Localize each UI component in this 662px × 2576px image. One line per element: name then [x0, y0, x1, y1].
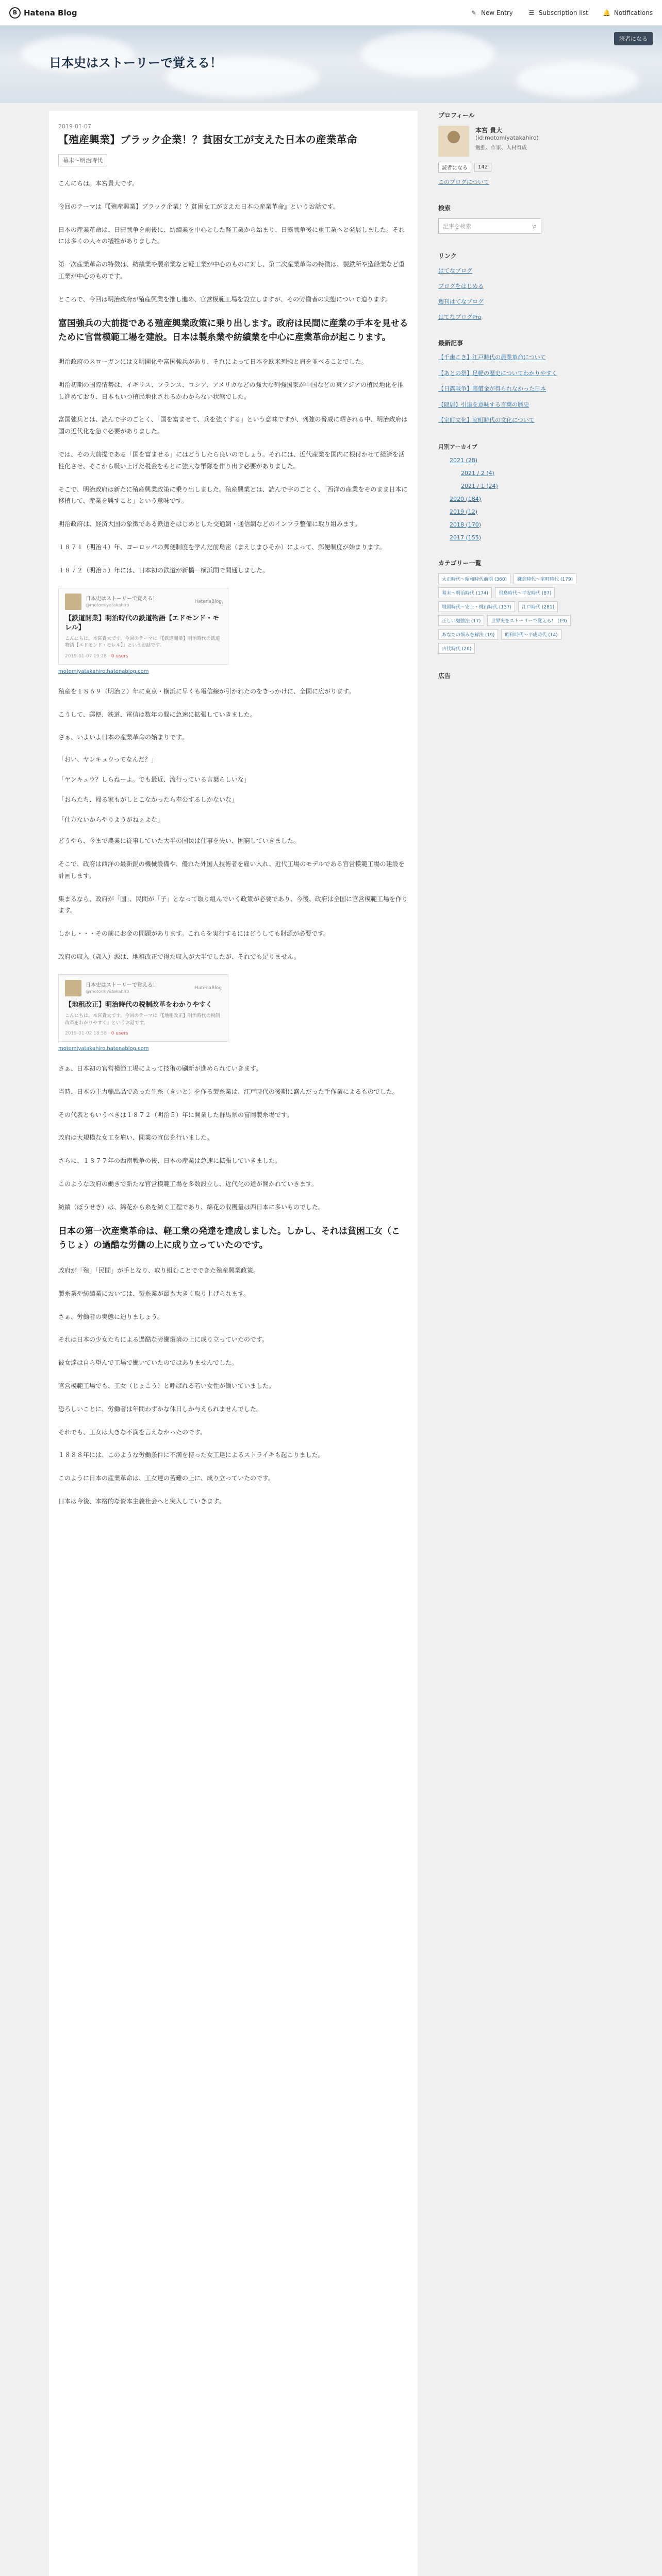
paragraph: そこで、政府は西洋の最新鋭の機械設備や、優れた外国人技術者を雇い入れ、近代工場のモデルである官営模範工場の建設を計画します。: [58, 860, 405, 879]
paragraph: 政府が「殖」「民間」が手となり、取り組むことでできた殖産興業政策。: [58, 1267, 260, 1274]
profile-name[interactable]: 本宮 貴大: [475, 127, 503, 134]
about-link[interactable]: このブログについて: [438, 179, 489, 185]
archive-year-2018[interactable]: 2018 (170): [450, 521, 482, 528]
search-heading: 検索: [438, 205, 451, 212]
search-icon[interactable]: ⌕: [533, 222, 537, 230]
subscribe-button[interactable]: 読者になる: [438, 162, 471, 173]
dialogue-line: 「おい、ヤンキュウってなんだ？」: [58, 756, 157, 764]
search-input[interactable]: [438, 218, 541, 234]
archive-year-2021[interactable]: 2021 (28): [450, 456, 478, 464]
blog-thumbnail: [65, 980, 81, 996]
archive-year-2020[interactable]: 2020 (184): [450, 495, 482, 502]
paragraph: 政府は大規模な女工を雇い、開業の宣伝を行いました。: [58, 1134, 213, 1142]
archive-month[interactable]: 2021 / 1 (24): [461, 482, 498, 489]
paragraph: 恐ろしいことに、労働者は年間わずかな休日しか与えられませんでした。: [58, 1405, 263, 1413]
paragraph: １８８８年には、このような労働条件に不満を持った女工達によるストライキも起こりました。: [58, 1451, 324, 1459]
embed-blog-name: 日本史はストーリーで覚える！: [86, 982, 158, 988]
paragraph: 殖産を１８６９（明治２）年に東京・横浜に早くも電信線が引かれたのをきっかけに、全国に広がります。: [58, 687, 355, 695]
category-tag[interactable]: 古代時代 (20): [438, 643, 475, 654]
category-heading: カテゴリー一覧: [438, 559, 482, 567]
bell-icon: 🔔: [603, 9, 611, 16]
paragraph: 第一次産業革命の特徴は、紡績業や製糸業など軽工業が中心のものに対し、第二次産業革命の特徴は、製鉄所や造船業など重工業が中心のものです。: [58, 261, 405, 280]
archive-year-2017[interactable]: 2017 (155): [450, 534, 482, 541]
paragraph: このように日本の産業革命は、工女達の苦難の上に、成り立っていたのです。: [58, 1475, 275, 1482]
embed-title[interactable]: 【地租改正】明治時代の税制改革をわかりやすく: [65, 1001, 213, 1009]
article: [49, 111, 418, 2576]
archive-section: [438, 443, 614, 541]
lead-summary: 富国強兵の大前提である殖産興業政策に乗り出します。政府は民間に産業の手本を見せるために官営模範工場を建設。日本は製糸業や紡績業を中心に産業革命が起こります。: [58, 318, 408, 343]
embed-user: @motomiyatakahiro: [86, 602, 129, 607]
paragraph: こうして、郵便、鉄道、電信は数年の間に急速に拡張していきました。: [58, 710, 256, 718]
pencil-icon: ✎: [471, 9, 476, 16]
recent-post-link[interactable]: 【日露戦争】賠償金が得られなかった日本: [438, 385, 546, 392]
archive-month[interactable]: 2021 / 2 (4): [461, 469, 494, 477]
category-section: [438, 558, 614, 654]
paragraph: 富国強兵とは、読んで字のごとく、「国を富ませて、兵を強くする」という意味ですが、列強の脅威に晒される中、明治政府は国の近代化を急ぐ必要がありました。: [58, 416, 408, 435]
recent-heading: 最新記事: [438, 340, 464, 347]
recent-post-link[interactable]: 【室町文化】室町時代の文化について: [438, 417, 535, 423]
embed-users[interactable]: 0 users: [111, 1031, 128, 1037]
embed-blog-name: 日本史はストーリーで覚える！: [86, 596, 158, 602]
hatena-blog-logo[interactable]: [9, 7, 77, 19]
sidebar-link[interactable]: ブログをはじめる: [438, 283, 484, 290]
category-tag[interactable]: 鎌倉時代〜室町時代 (179): [514, 573, 576, 584]
category-tag[interactable]: 飛鳥時代〜平安時代 (87): [495, 587, 555, 598]
embed-title[interactable]: 【鉄道開業】明治時代の鉄道物語【エドモンド・モレル】: [65, 614, 220, 632]
subscribe-header-button[interactable]: 読者になる: [614, 32, 653, 45]
paragraph: さぁ、いよいよ日本の産業革命の始まりです。: [58, 734, 188, 741]
paragraph: 明治政府のスローガンには文明開化や富国強兵があり、それによって日本を欧米列強と肩を並べることでした。: [58, 358, 368, 365]
embed-desc: こんにちは。本宮貴大です。今回のテーマは『【地租改正】明治時代の税制改革をわかりやすく』というお話です。: [65, 1013, 220, 1026]
paragraph: ところで、今回は明治政府が殖産興業を推し進め、官営模範工場を設立しますが、その労働者の実態について迫ります。: [58, 295, 391, 303]
notifications-label: Notifications: [614, 9, 653, 16]
blog-thumbnail: [65, 594, 81, 610]
category-tag[interactable]: 正しい勉強法 (17): [438, 615, 484, 626]
sidebar: [438, 111, 614, 698]
sidebar-link[interactable]: はてなブログPro: [438, 314, 482, 320]
sidebar-link[interactable]: 週刊はてなブログ: [438, 298, 484, 305]
new-entry-label: New Entry: [481, 9, 513, 16]
category-tag[interactable]: 世界史をストーリーで覚える！ (19): [487, 615, 570, 626]
paragraph: 明治初期の国際情勢は、イギリス、フランス、ロシア、アメリカなどの強大な列強国家が中国などの東アジアの植民地化を推し進めており、日本もいつ植民地化されるかわからない状態でした。: [58, 381, 404, 400]
embed-desc: こんにちは。本宮貴大です。今回のテーマは『【鉄道開業】明治時代の鉄道物語【エドモンド・モレル】』というお話です。: [65, 636, 220, 649]
category-tag[interactable]: 昭和時代〜平成時代 (14): [501, 629, 561, 640]
embed-date: 2019-01-02 18:58: [65, 1031, 107, 1037]
paragraph: それでも、工女は大きな不満を言えなかったのです。: [58, 1428, 207, 1436]
top-nav: [0, 0, 662, 26]
paragraph: 今回のテーマは『【殖産興業】ブラック企業！？貧困女工が支えた日本の産業革命』というお話です。: [58, 202, 339, 210]
hatena-icon: HatenaBlog: [194, 599, 222, 604]
embed-user: @motomiyatakahiro: [86, 988, 129, 994]
subscription-label: Subscription list: [538, 9, 588, 16]
profile-heading: プロフィール: [438, 112, 475, 119]
ads-heading: 広告: [438, 672, 451, 680]
paragraph: このような政府の働きで新たな官営模範工場を多数設立し、近代化の道が開かれていきます。: [58, 1180, 318, 1188]
dialogue-line: 「仕方ないからやりようがねぇよな」: [58, 816, 164, 824]
category-tag[interactable]: 幕末〜明治時代 (174): [438, 587, 492, 598]
recent-posts-section: [438, 338, 614, 425]
embed-link[interactable]: motomiyatakahiro.hatenablog.com: [58, 668, 149, 674]
paragraph: 日本は今後、本格的な資本主義社会へと突入していきます。: [58, 1497, 225, 1505]
category-tag[interactable]: 大正時代〜昭和時代前期 (360): [438, 573, 510, 584]
paragraph: 官営模範工場でも、工女（じょこう）と呼ばれる若い女性が働いていました。: [58, 1382, 275, 1389]
paragraph: 当時、日本の主力輸出品であった生糸（きいと）を作る製糸業は、江戸時代の後期に盛んだった手作業によるものでした。: [58, 1088, 399, 1095]
ads-section: [438, 671, 614, 680]
paragraph: １８７２（明治５）年には、日本初の鉄道が新橋－横浜間で開通しました。: [58, 566, 269, 574]
post-date[interactable]: 2019-01-07: [58, 123, 91, 130]
paragraph: 政府の収入（歳入）源は、地租改正で得た収入が大半でしたが、それでも足りません。: [58, 953, 300, 961]
paragraph: 製糸業や紡績業においては、製糸業が最も大きく取り上げられます。: [58, 1290, 250, 1297]
paragraph: それは日本の少女たちによる過酷な労働環境の上に成り立っていたのです。: [58, 1336, 269, 1344]
paragraph: さぁ、労働者の実態に迫りましょう。: [58, 1313, 164, 1320]
paragraph: こんにちは。本宮貴大です。: [58, 180, 139, 187]
recent-post-link[interactable]: 【千歯こき】江戸時代の農業革命について: [438, 354, 546, 361]
category-tag[interactable]: 戦国時代〜安土・桃山時代 (137): [438, 601, 515, 612]
list-icon: ☰: [528, 9, 535, 16]
paragraph: その代表ともいうべきは１８７２（明治５）年に開業した群馬県の富岡製糸場です。: [58, 1111, 293, 1118]
paragraph: さらに、１８７７年の西南戦争の後、日本の産業は急速に拡張していきました。: [58, 1157, 282, 1165]
subscription-list-button[interactable]: [527, 9, 588, 17]
embed-users[interactable]: 0 users: [111, 653, 128, 659]
paragraph: １８７１（明治４）年、ヨーロッパの郵便制度を学んだ前島密（まえじまひそか）によって、郵便制度が始まります。: [58, 543, 386, 551]
paragraph: しかし・・・その前にお金の問題があります。これらを実行するにはどうしても財源が必要です。: [58, 930, 330, 938]
logo-text: Hatena Blog: [24, 8, 77, 18]
archive-heading: 月別アーカイブ: [438, 443, 477, 450]
profile-section: [438, 111, 614, 186]
blog-card-embed[interactable]: 日本史はストーリーで覚える！ @motomiyatakahiro HatenaBlog 【地租改正】明治時代の税制改革をわかりやすく こんにちは。本宮貴大です。今回のテーマは『【地租改正】明治時代の税制改革をわかりやすく』というお話です。 2019-01-02 18:58 · 0 users: [58, 974, 228, 1042]
avatar[interactable]: [438, 126, 469, 157]
new-entry-button[interactable]: [470, 9, 513, 17]
category-tag[interactable]: 幕末〜明治時代: [58, 154, 107, 166]
paragraph: 日本の産業革命は、日清戦争を前後に、紡績業を中心とした軽工業から始まり、日露戦争後に重工業へと発展しました。それには多くの人々の犠牲がありました。: [58, 226, 405, 245]
links-section: [438, 251, 614, 321]
reader-count[interactable]: 142: [474, 163, 491, 172]
blog-title[interactable]: 日本史はストーリーで覚える！: [49, 56, 222, 70]
profile-id[interactable]: (id:motomiyatakahiro): [475, 134, 539, 141]
embed-link[interactable]: motomiyatakahiro.hatenablog.com: [58, 1046, 149, 1052]
paragraph: そこで、明治政府は新たに殖産興業政策に乗り出しました。殖産興業とは、読んで字のごとく、「西洋の産業をそのまま日本に移植して、産業を興すこと」という意味です。: [58, 485, 408, 505]
hatena-logo-icon: B: [9, 7, 21, 19]
paragraph: では、その大前提である「国を富ませる」にはどうしたら良いのでしょう。それには、近代産業を国内に根付かせて経済を活性化させ、そこから吸い上げた税金をもとに強大な軍隊を作り出す必要がありました。: [58, 450, 405, 470]
paragraph: 紡績（ぼうせき）は、綿花から糸を紡ぐ工程であり、綿花の収穫量は西日本に多いものでした。: [58, 1203, 325, 1211]
dialogue-line: 「ヤンキュウ？しらねーよ。でも最近、流行っている言葉らしいな」: [58, 776, 250, 784]
search-placeholder: 記事を検索: [443, 223, 471, 230]
paragraph: 集まるなら、政府が「国」、民間が「子」となって取り組んでいく政策が必要であり、今後、政府は全国に官営模範工場を作ります。: [58, 895, 408, 914]
hatena-icon: HatenaBlog: [194, 985, 222, 991]
recent-post-link[interactable]: 【隠居】引退を意味する言葉の歴史: [438, 401, 529, 408]
notifications-button[interactable]: [603, 9, 653, 17]
archive-year-2019[interactable]: 2019 (12): [450, 508, 478, 515]
blog-card-embed[interactable]: 日本史はストーリーで覚える！ @motomiyatakahiro HatenaBlog 【鉄道開業】明治時代の鉄道物語【エドモンド・モレル】 こんにちは。本宮貴大です。今回のテーマは『【鉄道開業】明治時代の鉄道物語【エドモンド・モレル】』というお話です。 2019-01-07 19:28 · 0 users: [58, 588, 228, 665]
paragraph: 明治政府は、経済大国の象徴である鉄道をはじめとした交通網・通信網などのインフラ整備に取り組みます。: [58, 520, 361, 528]
category-tag[interactable]: あなたの悩みを解決 (19): [438, 629, 498, 640]
dialogue-line: 「おらたち、帰る家もがしとこなかったら奉公するしかないな」: [58, 796, 238, 804]
section-summary: 日本の第一次産業革命は、軽工業の発達を達成しました。しかし、それは貧困工女（こうじょ）の過酷な労働の上に成り立っていたのです。: [58, 1226, 400, 1250]
sidebar-link[interactable]: はてなブログ: [438, 267, 472, 274]
embed-date: 2019-01-07 19:28: [65, 653, 107, 659]
post-title[interactable]: 【殖産興業】ブラック企業！？貧困女工が支えた日本の産業革命: [58, 133, 357, 146]
blog-header: [0, 26, 662, 103]
category-tag[interactable]: 江戸時代 (281): [518, 601, 558, 612]
paragraph: 彼女達は自ら望んで工場で働いていたのではありませんでした。: [58, 1359, 238, 1367]
profile-tags: 勉強、作家、人材育成: [475, 145, 527, 151]
search-section: [438, 204, 614, 234]
paragraph: さぁ、日本初の官営模範工場によって技術の刷新が進められていきます。: [58, 1065, 262, 1073]
links-heading: リンク: [438, 252, 457, 260]
recent-post-link[interactable]: 【あとの祭】足軽の歴史についてわかりやすく: [438, 369, 557, 377]
paragraph: どうやら、今まで農業に従事していた大半の国民は仕事を失い、困窮していきました。: [58, 837, 300, 845]
